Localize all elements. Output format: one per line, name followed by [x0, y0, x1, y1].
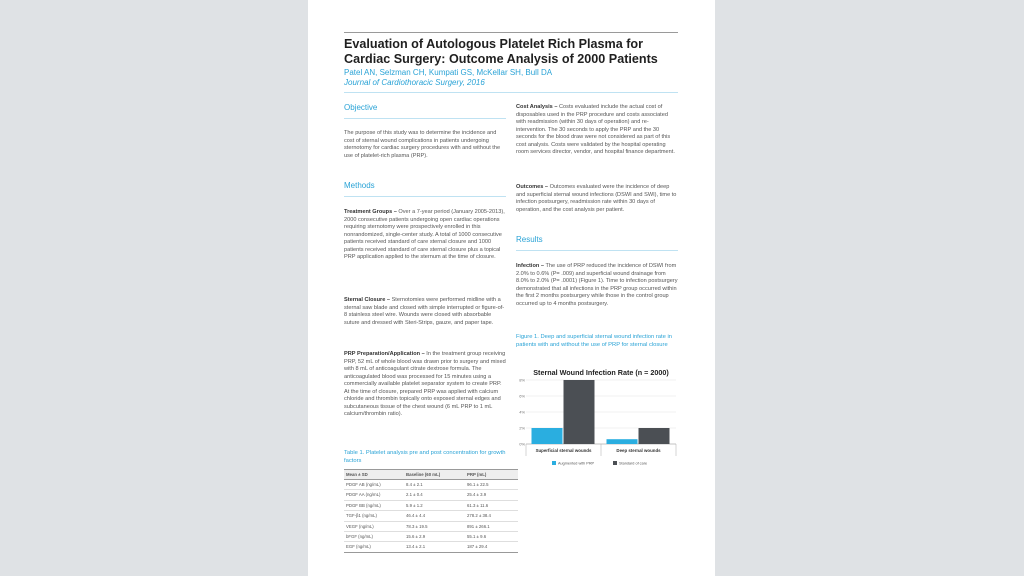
table-cell: TGF-β1 (ng/mL) — [344, 511, 404, 521]
table-cell: 78.3 ± 19.5 — [404, 521, 465, 531]
legend-swatch — [552, 461, 556, 465]
bar — [639, 428, 670, 444]
legend-label: Standard of care — [619, 461, 648, 466]
results-rule — [516, 250, 678, 251]
objective-text: The purpose of this study was to determine the incidence and cost of sternal wound complications in patients undergoing sternotomy for cardiac surgery procedures with and without the use of platelet-rich plasma (PRP). — [344, 130, 501, 159]
table-header-cell: Baseline (60 mL) — [404, 470, 465, 480]
table-cell: PDGF AB (ng/mL) — [344, 480, 404, 490]
infection-rate-chart — [516, 366, 686, 470]
cost-analysis-label: Cost Analysis – — [516, 104, 558, 110]
article-authors: Patel AN, Selzman CH, Kumpati GS, McKellar SH, Bull DA — [344, 68, 553, 77]
article-journal: Journal of Cardiothoracic Surgery, 2016 — [344, 78, 485, 87]
table-cell: 61.3 ± 11.6 — [465, 500, 518, 510]
infection-paragraph — [516, 263, 678, 308]
methods-heading: Methods — [344, 181, 375, 190]
table-cell: 96.1 ± 22.5 — [465, 480, 518, 490]
table-row — [344, 531, 518, 541]
bar — [564, 380, 595, 444]
table-cell: PDGF AA (ng/mL) — [344, 490, 404, 500]
sternal-closure-text: Sternotomies were performed midline with a sternal saw blade and closed with simple interrupted or figure-of-8 stainless steel wire. Wounds were closed with absorbable suture and dressed with Steri-Strips, gauze, and paper tape. — [344, 297, 505, 326]
table-cell: PDGF BB (ng/mL) — [344, 500, 404, 510]
table-cell: 55.1 ± 9.6 — [465, 531, 518, 541]
table-header-cell: PRP (mL) — [465, 470, 518, 480]
outcomes-paragraph — [516, 184, 678, 214]
cost-analysis-paragraph — [516, 104, 678, 157]
y-tick-label: 4% — [519, 409, 525, 415]
table-cell: 2.1 ± 0.4 — [404, 490, 465, 500]
prp-preparation-paragraph — [344, 351, 506, 419]
table-cell: 13.4 ± 2.1 — [404, 542, 465, 552]
table-header-cell: Mean ± SD — [344, 470, 404, 480]
table-row — [344, 480, 518, 490]
infection-text: The use of PRP reduced the incidence of DSWI from 2.0% to 0.6% (P= .009) and superficial wound drainage from 8.0% to 2.0% (P= .0001) (Figure 1). Time to infection postsurgery demonstrated that all infections in the PRP group occurred within the first 2 months postsurgery while those in the control group occurred up to 4 months postsurgery. — [516, 263, 678, 307]
table-cell: 891 ± 266.1 — [465, 521, 518, 531]
table-cell: 5.9 ± 1.2 — [404, 500, 465, 510]
table-cell: 15.6 ± 2.9 — [404, 531, 465, 541]
platelet-analysis-table — [344, 469, 518, 553]
objective-heading: Objective — [344, 103, 378, 112]
table-cell: 25.4 ± 3.9 — [465, 490, 518, 500]
table-row — [344, 490, 518, 500]
bar — [607, 439, 638, 444]
table-row — [344, 511, 518, 521]
outcomes-label: Outcomes – — [516, 184, 549, 190]
table-cell: 8.4 ± 2.1 — [404, 480, 465, 490]
objective-rule — [344, 118, 506, 119]
sternal-closure-label: Sternal Closure – — [344, 297, 391, 303]
cost-analysis-text: Costs evaluated include the actual cost of disposables used in the PRP procedure and costs associated with readmission (within 30 days of operation) and re-intervention. The 30 seconds to apply the PRP and the 30 seconds for the blood draw were not considered as part of this cost analysis. Costs were validated by the hospital operating room services director, vendor, and hospital finance department. — [516, 104, 675, 155]
chart-title: Sternal Wound Infection Rate (n = 2000) — [533, 368, 669, 377]
bar — [532, 428, 563, 444]
outcomes-text: Outcomes evaluated were the incidence of deep and superficial sternal wound infections (DSWI and SWI), time to infection postsurgery, readmission rate within 30 days of operation, and the cost analysis per patient. — [516, 184, 677, 213]
table-cell: VEGF (ng/mL) — [344, 521, 404, 531]
table1-caption: Table 1. Platelet analysis pre and post concentration for growth factors — [344, 450, 506, 464]
table-row — [344, 542, 518, 552]
results-heading: Results — [516, 235, 543, 244]
table-cell: bFGF (ng/mL) — [344, 531, 404, 541]
figure1-caption: Figure 1. Deep and superficial sternal wound infection rate in patients with and without the use of PRP for sternal closure — [516, 334, 672, 348]
treatment-groups-text: Over a 7-year period (January 2005-2013), 2000 consecutive patients undergoing open cardiac operations requiring sternotomy were prospectively enrolled in this nonrandomized, single-center study. A total of 1000 consecutive patients received standard of care sternal closure and 1000 patients received standard of care sternal closure plus a topical PRP application applied to the sternum at the time of closure. — [344, 209, 505, 260]
table-cell: 187 ± 29.4 — [465, 542, 518, 552]
treatment-groups-paragraph — [344, 209, 506, 262]
y-tick-label: 0% — [519, 441, 525, 447]
x-category-label: Deep sternal wounds — [616, 448, 661, 453]
table-row — [344, 500, 518, 510]
legend-swatch — [613, 461, 617, 465]
table-cell: EGF (ng/mL) — [344, 542, 404, 552]
table-cell: 46.4 ± 4.4 — [404, 511, 465, 521]
y-tick-label: 6% — [519, 393, 525, 399]
table-header-row — [344, 470, 518, 480]
legend-label: Augmented with PRP — [558, 461, 595, 466]
y-tick-label: 2% — [519, 425, 525, 431]
infection-label: Infection – — [516, 263, 544, 269]
treatment-groups-label: Treatment Groups – — [344, 209, 397, 215]
methods-rule — [344, 196, 506, 197]
prp-preparation-text: In the treatment group receiving PRP, 52 mL of whole blood was drawn prior to surgery and mixed with 8 mL of anticoagulant citrate dextrose formula. The anticoagulated blood was processed for 15 minutes using a commercially available platelet separator system to create PRP. At the time of closure, prepared PRP was applied with calcium chloride and thrombin topically onto exposed sternal edges and subcutaneous tissue of the chest wound (6 mL PRP to 1 mL calcium/thrombin ratio). — [344, 351, 506, 417]
header-rule — [344, 92, 678, 93]
paper-page — [308, 0, 715, 576]
table-cell: 278.2 ± 38.4 — [465, 511, 518, 521]
sternal-closure-paragraph — [344, 297, 506, 327]
top-rule — [344, 32, 678, 33]
table-row — [344, 521, 518, 531]
x-category-label: Superficial sternal wounds — [535, 448, 592, 453]
article-title: Evaluation of Autologous Platelet Rich Plasma for Cardiac Surgery: Outcome Analysis of 2000 Patients — [344, 37, 658, 66]
y-tick-label: 8% — [519, 377, 525, 383]
prp-preparation-label: PRP Preparation/Application – — [344, 351, 425, 357]
